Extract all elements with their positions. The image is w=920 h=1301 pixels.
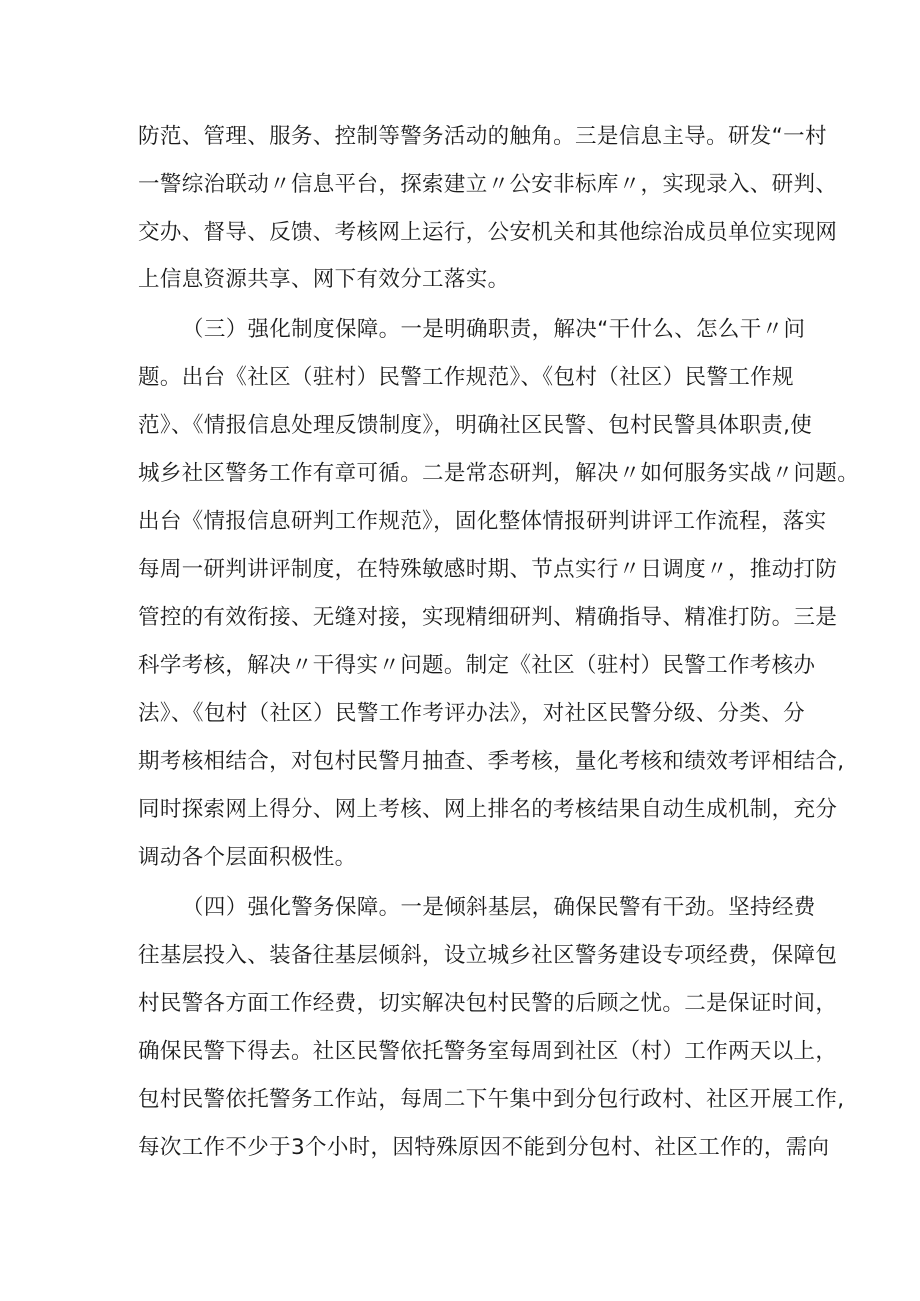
paragraph-start-line: （三）强化制度保障。一是明确职责，解决“干什么、怎么干〃问 [182, 317, 806, 342]
body-line: 科学考核，解决〃干得实〃问题。制定《社区（驻村）民警工作考核办 [138, 653, 816, 678]
body-line: 范》、《情报信息处理反馈制度》，明确社区民警、包村民警具体职责,使 [138, 413, 813, 438]
body-line: 上信息资源共享、网下有效分工落实。 [138, 267, 510, 292]
body-line: 村民警各方面工作经费，切实解决包村民警的后顾之忧。二是保证时间， [138, 991, 838, 1016]
body-line: 交办、督导、反馈、考核网上运行，公安机关和其他综治成员单位实现网 [138, 220, 838, 245]
paragraph-start-line: （四）强化警务保障。一是倾斜基层，确保民警有干劲。坚持经费 [182, 895, 816, 920]
body-line: 管控的有效衔接、无缝对接，实现精细研判、精确指导、精准打防。三是 [138, 605, 838, 630]
body-line: 法》、《包村（社区）民警工作考评办法》，对社区民警分级、分类、分 [138, 701, 805, 726]
body-line: 题。出台《社区（驻村）民警工作规范》、《包村（社区）民警工作规 [138, 365, 794, 390]
body-line: 调动各个层面积极性。 [138, 845, 357, 870]
body-line: 出台《情报信息研判工作规范》，固化整体情报研判讲评工作流程，落实 [138, 509, 827, 534]
body-line: 期考核相结合，对包村民警月抽查、季考核，量化考核和绩效考评相结合, [138, 749, 845, 774]
body-line: 每次工作不少于3个小时，因特殊原因不能到分包村、社区工作的，需向 [138, 1135, 830, 1160]
body-line: 同时探索网上得分、网上考核、网上排名的考核结果自动生成机制，充分 [138, 797, 838, 822]
body-line: 每周一研判讲评制度，在特殊敏感时期、节点实行〃日调度〃，推动打防 [138, 557, 838, 582]
body-line: 防范、管理、服务、控制等警务活动的触角。三是信息主导。研发“一村 [138, 124, 827, 149]
body-line: 往基层投入、装备往基层倾斜，设立城乡社区警务建设专项经费，保障包 [138, 943, 838, 968]
body-line: 一警综治联动〃信息平台，探索建立〃公安非标库〃，实现录入、研判、 [138, 172, 838, 197]
body-line: 包村民警依托警务工作站，每周二下午集中到分包行政村、社区开展工作, [138, 1087, 845, 1112]
body-line: 城乡社区警务工作有章可循。二是常态研判，解决〃如何服务实战〃问题。 [138, 461, 860, 486]
body-line: 确保民警下得去。社区民警依托警务室每周到社区（村）工作两天以上， [138, 1039, 838, 1064]
